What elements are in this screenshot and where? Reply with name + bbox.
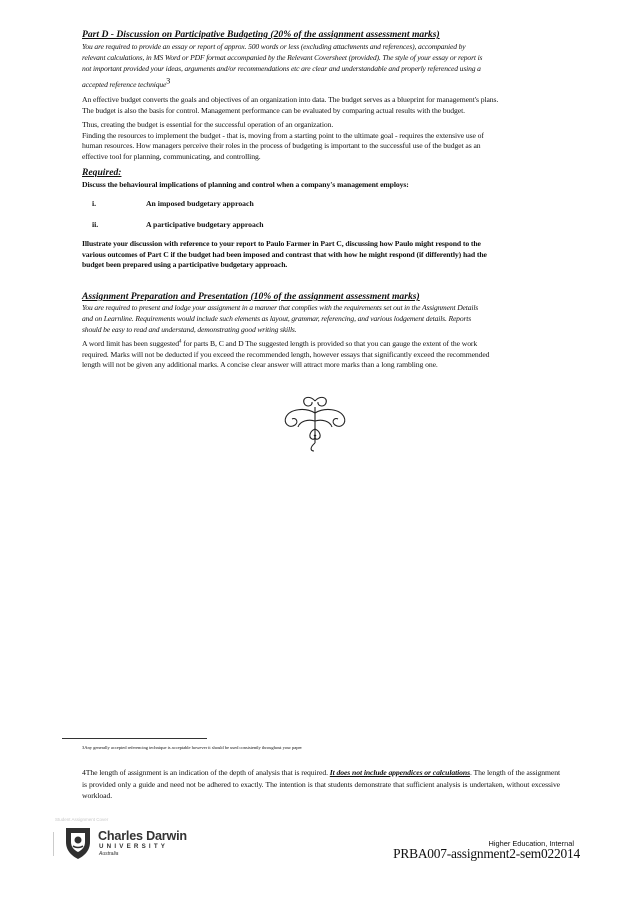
decorative-flourish-icon <box>280 393 350 453</box>
footnote-4: 4The length of assignment is an indication of the depth of analysis that is required. It does not include appendices or calculations. The length of the assignment is provided only a guide and need not be adhered to exactly. The intention is that students demonstrate that sufficient analysis is undertaken, without excessive workload. <box>82 768 560 801</box>
footnote-ref-3[interactable]: 3 <box>166 76 171 86</box>
footnote-ref-4[interactable]: 4 <box>179 339 182 345</box>
instruction-line: You are required to provide an essay or report of approx. 500 words or less (excluding attachments and references), accompanied by <box>82 42 466 51</box>
instruction-line: relevant calculations, in MS Word or PDF format accompanied by the Relevant Coversheet (provided). The style of your essay or report is <box>82 53 483 63</box>
footnote-divider <box>62 738 207 739</box>
document-code: PRBA007-assignment2-sem022014 <box>393 846 580 861</box>
logo-country: Australia <box>99 851 119 857</box>
footnote-3: 3Any generally accepted referencing technique is acceptable however it should be used consistently throughout your paper <box>82 745 302 750</box>
instruction-line: not important provided your ideas, arguments and/or recommendations etc are clear and understandable and properly referenced using a <box>82 64 481 74</box>
paragraph-budget-resources: Thus, creating the budget is essential for the successful operation of an organization. Finding the resources to implement the budget - that is, moving from a starting point to the ultimate goal - requires the extensive use of human resources. How managers perceive their roles in the process of budgeting is important to the successful use of the budget as an effective tool for planning, communicating, and controlling. <box>82 120 484 161</box>
prep-instructions: You are required to present and lodge your assignment in a manner that complies with the requirements set out in the Assignment Details and on Learnline. Requirements would include such elements as layout, grammar, referencing, and various lodgement details. Reports should be easy to read and understand, demonstrating good writing skills. <box>82 303 479 335</box>
prep-title: Assignment Preparation and Presentation (10% of the assignment assessment marks) <box>82 291 420 302</box>
list-item: ii. A participative budgetary approach <box>92 220 264 229</box>
word-limit-paragraph: A word limit has been suggested$^4$ for parts B, C and D The suggested length is provided so that you can gauge the extent of the work required. Marks will not be deducted if you exceed the recommended length, however essays that significantly exceed the recommended length will not be given any additional marks. A concise clear answer will attract more marks than a long rambling one. <box>82 339 490 370</box>
logo-name: Charles Darwin <box>98 829 187 843</box>
university-crest-icon <box>62 826 94 860</box>
illustrate-instructions: Illustrate your discussion with reference to your report to Paulo Farmer in Part C, discussing how Paulo might respond to the various outcomes of Part C if the budget had been imposed and contrast that with how he might respond (if differently) had the budget been prepared using a participative budgetary approach. <box>82 239 487 270</box>
part-d-title: Part D - Discussion on Participative Budgeting (20% of the assignment assessment marks) <box>82 29 440 40</box>
footer-divider <box>53 832 54 856</box>
list-item: i. An imposed budgetary approach <box>92 199 254 208</box>
paragraph-budget-intro: An effective budget converts the goals and objectives of an organization into data. The budget serves as a blueprint for management's plans. The budget is also the basis for control. Management performance can be evaluated by comparing actual results with the budget. <box>82 95 499 115</box>
faint-footer-text: Student Assignment Cover <box>55 817 109 822</box>
required-text: Discuss the behavioural implications of planning and control when a company's management employs: <box>82 180 409 189</box>
required-label: Required: <box>82 167 122 178</box>
classification-label: Higher Education, Internal <box>488 839 574 848</box>
instruction-line: accepted reference technique3 <box>82 76 171 89</box>
logo-university: UNIVERSITY <box>99 843 169 850</box>
cdu-logo <box>58 826 188 862</box>
part-d-instructions <box>82 41 560 90</box>
